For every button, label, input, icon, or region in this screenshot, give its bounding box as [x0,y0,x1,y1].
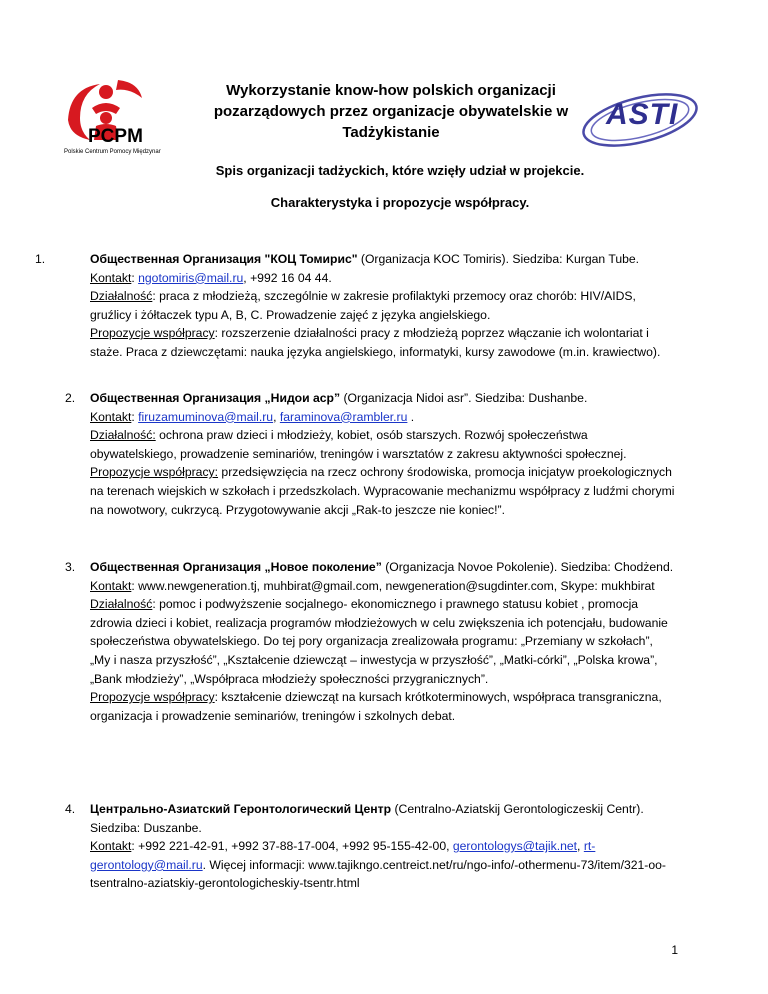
proposal-text: : kształcenie dziewcząt na kursach krótkoterminowych, współpraca transgraniczna, organizacja i prowadzenie seminariów, treningów i szkolnych debat. [90,690,662,723]
separator: , [577,839,584,854]
pcpm-logo [60,70,180,160]
org-name: Общественная Организация „Новое поколение” [90,560,382,574]
contact-label: Kontakt [90,578,132,593]
contact-email-link[interactable]: ngotomiris@mail.ru [138,270,244,285]
org-description: (Organizacja KOC Tomiris). Siedziba: Kurgan Tube. [357,252,640,266]
contact-email-link[interactable]: gerontologys@tajik.net [452,839,578,854]
activity-label: Działalność [90,289,153,304]
contact-rest: , +992 16 04 44. [243,270,332,285]
asti-logo-text: ASTI [606,98,679,131]
contact-email-link[interactable]: firuzamuminova@mail.ru [138,409,274,424]
activity-line [90,287,676,324]
contact-text: : +992 221-42-91, +992 37-88-17-004, +992 95-155-42-00, [131,839,453,854]
contact-line [90,837,676,893]
document-subtitle: Spis organizacji tadżyckich, które wzięły udział w projekcie. [215,163,585,178]
entry-heading [90,800,676,837]
contact-rest: : www.newgeneration.tj, muhbirat@gmail.com, newgeneration@sugdinter.com, Skype: mukhbirat [131,578,655,593]
entry-heading [90,389,676,408]
proposal-text: : rozszerzenie działalności pracy z młodzieżą poprzez włączanie ich wolontariat i staże. Praca z dziewczętami: nauka języka angielskiego, informatyki, kursy zawodowe (m.in. krawiectwo). [90,326,661,359]
org-description: (Organizacja Nidoi asr”. Siedziba: Dushanbe. [340,391,588,405]
activity-label: Działalność [90,597,153,612]
entry-number: 4. [65,802,76,816]
separator: , [273,409,280,424]
activity-text: : pomoc i podwyższenie socjalnego- ekonomicznego i prawnego statusu kobiet , promocja zdrowia dzieci i kobiet, realizacja programów młodzieżowych w celu zwiększenia ich potencjału, budowanie społeczeństwa obywatelskiego. Do tej pory organizacja zrealizowała programu: „Przemiany w szkołach”, „My i nasza przyszłość”, „Kształcenie dziewcząt – inwestycja w przyszłość”, „Matki-córki”, „Polska krowa”, „Bank młodzieży”, „Współpraca młodzieży społeczności przygranicznych”. [90,597,668,686]
contact-email-link[interactable]: rt-gerontology@mail.ru [90,839,596,872]
entry-number: 1. [35,252,46,266]
org-description: (Organizacja Novoe Pokolenie). Siedziba: Chodżend. [381,560,674,574]
entry-3 [90,558,676,725]
proposal-line [90,324,676,361]
contact-label: Kontakt [90,409,132,424]
contact-line [90,577,676,596]
page-number: 1 [671,943,678,957]
contact-rest: . [407,409,415,424]
contact-rest: . Więcej informacji: www.tajikngo.centreict.net/ru/ngo-info/-othermenu-73/item/321-oo-tsentralno-aziatskiy-gerontologicheskiy-tsentr.html [90,857,666,891]
contact-email-link[interactable]: faraminova@rambler.ru [279,409,408,424]
entry-heading [90,558,676,577]
contact-line: Kontakt: firuzamuminova@mail.ru, faraminova@rambler.ru . [90,409,415,424]
pcpm-logo-subtitle: Polskie Centrum Pomocy Międzynar [64,149,161,155]
org-name: Центрально-Азиатский Геронтологический Центр [90,802,392,816]
document-subtitle-2: Charakterystyka i propozycje współpracy. [270,195,530,210]
activity-line [90,426,676,463]
contact-line: Kontakt: ngotomiris@mail.ru, +992 16 04 44. [90,270,332,285]
entry-4 [90,800,676,893]
entry-1 [90,250,676,362]
entry-number: 3. [65,560,76,574]
proposal-label: Propozycje współpracy: [90,465,219,480]
activity-label: Działalność: [90,428,156,443]
proposal-line [90,688,676,725]
proposal-line [90,463,676,519]
activity-line [90,595,676,688]
contact-label: Kontakt [90,839,132,854]
org-name: Общественная Организация "КОЦ Томирис" [90,252,358,266]
pcpm-logo-text: PCPM [88,126,143,147]
org-description: (Centralno-Aziatskij Gerontologiczeskij Centr). Siedziba: Duszanbe. [90,802,644,835]
proposal-label: Propozycje współpracy [90,690,215,705]
contact-label: Kontakt [90,270,132,285]
entry-2 [90,389,676,519]
org-name: Общественная Организация „Нидои аср” [90,391,341,405]
entry-number: 2. [65,391,76,405]
proposal-label: Propozycje współpracy [90,326,215,341]
proposal-text: przedsięwzięcia na rzecz ochrony środowiska, promocja inicjatyw proekologicznych na terenach wiejskich w szkołach i przedszkolach. Wypracowanie mechanizmu współpracy z ludźmi chorymi na nowotwory, cukrzycą. Przygotowywanie akcji „Rak-to jeszcze nie koniec!”. [90,465,675,517]
entry-heading [90,250,676,269]
document-title: Wykorzystanie know-how polskich organizacji pozarządowych przez organizacje obywatelskie w Tadżykistanie [213,82,569,141]
activity-text: : praca z młodzieżą, szczególnie w zakresie profilaktyki przemocy oraz chorób: HIV/AIDS, gruźlicy i żółtaczek typu A, B, C. Prowadzenie zajęć z języka angielskiego. [90,289,636,322]
activity-text: ochrona praw dzieci i młodzieży, kobiet, osób starszych. Rozwój społeczeństwa obywatelskiego, prowadzenie seminariów, treningów i warsztatów z zakresu aktywności społecznej. [90,428,627,461]
